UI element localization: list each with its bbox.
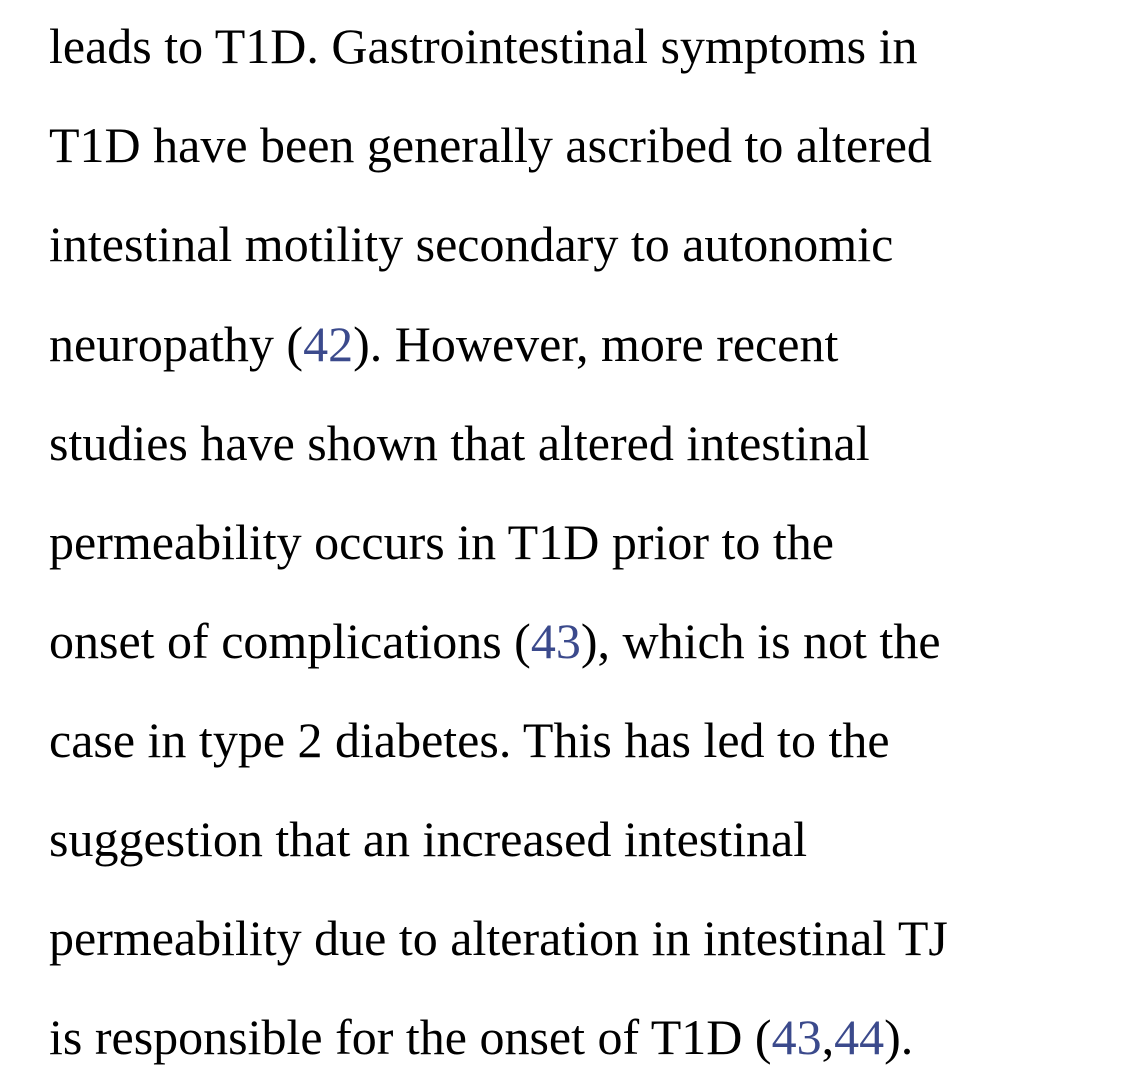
line-text: ), which is not the <box>580 613 941 669</box>
paragraph-line <box>49 1007 913 1067</box>
reference-link-43[interactable]: 43 <box>530 613 581 669</box>
paragraph-line: permeability due to alteration in intestinal TJ <box>49 910 948 966</box>
paragraph-line: case in type 2 diabetes. This has led to the <box>49 712 890 768</box>
line-text: neuropathy ( <box>49 316 304 372</box>
reference-separator: , <box>821 1009 835 1065</box>
line-text: is responsible for the onset of T1D ( <box>49 1009 772 1065</box>
reference-link-42[interactable]: 42 <box>303 316 354 372</box>
reference-link-43[interactable]: 43 <box>771 1009 822 1065</box>
paragraph-line <box>49 611 941 671</box>
paragraph-line: studies have shown that altered intestinal <box>49 415 870 471</box>
paragraph-line <box>49 314 838 374</box>
paragraph-line: suggestion that an increased intestinal <box>49 811 808 867</box>
paragraph-line: leads to T1D. Gastrointestinal symptoms in <box>49 18 918 74</box>
reference-link-44[interactable]: 44 <box>834 1009 885 1065</box>
paragraph-line: permeability occurs in T1D prior to the <box>49 514 834 570</box>
line-text: onset of complications ( <box>49 613 531 669</box>
line-text: ). <box>884 1009 914 1065</box>
paragraph-line: T1D have been generally ascribed to altered <box>49 117 932 173</box>
paragraph-line: intestinal motility secondary to autonomic <box>49 216 894 272</box>
line-text: ). However, more recent <box>353 316 839 372</box>
